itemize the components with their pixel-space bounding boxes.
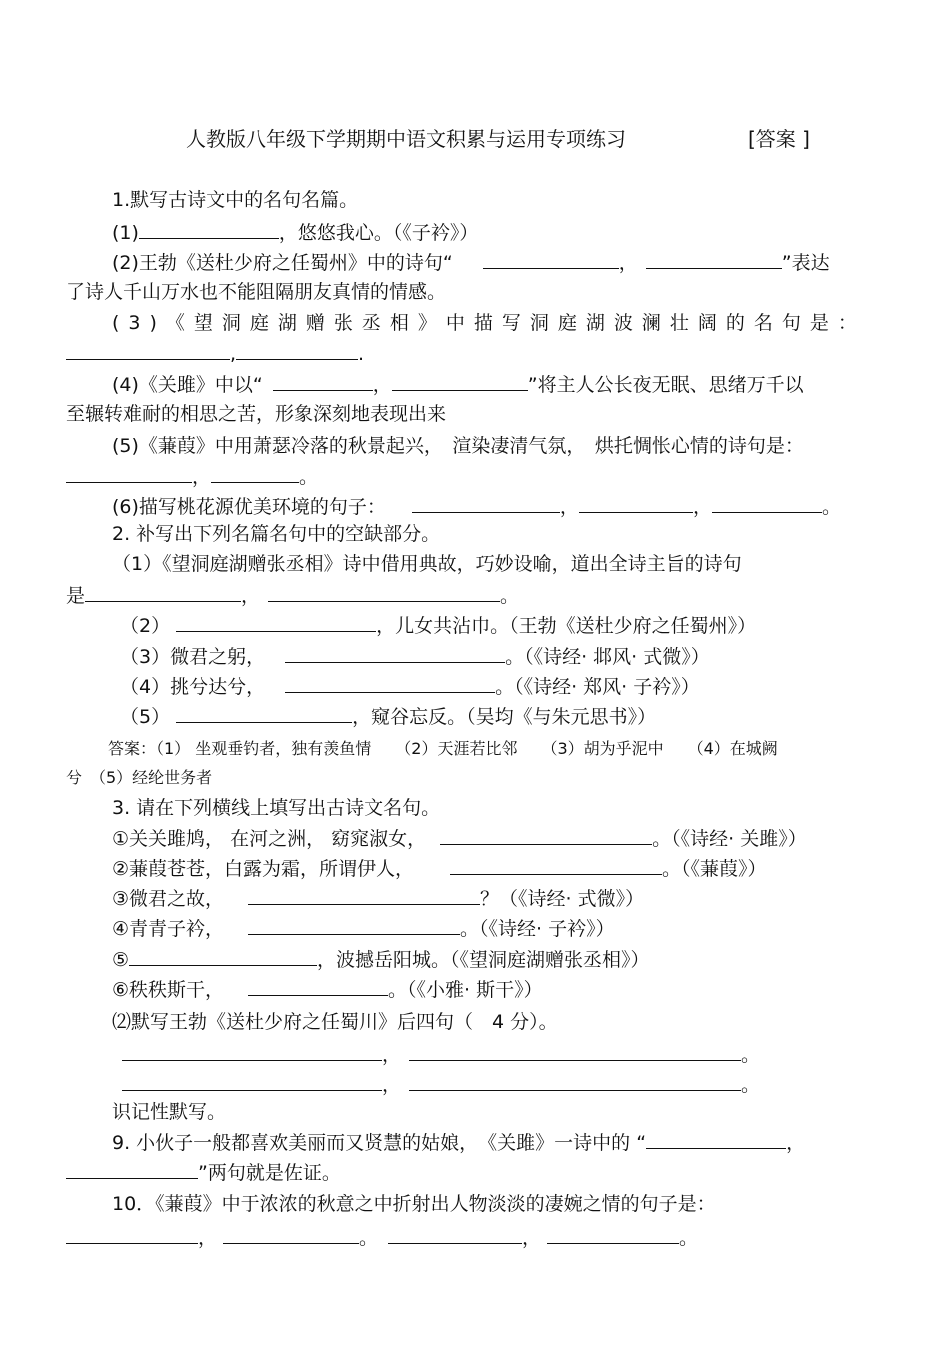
q10: 10．《蒹葭》中于浓浓的秋意之中折射出人物淡淡的凄婉之情的句子是： [112,1193,716,1215]
s2-q2 [120,613,756,638]
punct: ， [618,252,638,274]
question-text: (2)王勃《送杜少府之任蜀州》中的诗句“ [112,252,453,274]
answer-blank[interactable] [66,341,230,360]
punct: ， [241,585,261,607]
answer-blank[interactable] [248,916,460,935]
answer-blank[interactable] [66,1225,198,1244]
s1-q1 [112,220,478,245]
answer-blank[interactable] [273,372,373,391]
punct: 。 [821,496,841,518]
question-text: ，悠悠我心。（《子衿》） [278,222,479,244]
punct: ， [198,1227,218,1249]
answer-blank[interactable] [122,1072,382,1091]
answer-blank[interactable] [547,1225,679,1244]
s3-q7: ⑵默写王勃《送杜少府之任蜀川》后四句（ 4 分）。 [112,1011,558,1033]
s1-q3 [112,311,872,335]
s1-q5-blanks [66,464,318,489]
s1-q4-line2: 至辗转难耐的相思之苦，形象深刻地表现出来 [66,403,447,425]
answer-blank[interactable] [85,583,241,602]
punct: ， [382,1044,402,1066]
q9-line2 [66,1160,341,1185]
q10-blanks [66,1225,698,1250]
answer-blank[interactable] [129,947,317,966]
question-text: (6)描写桃花源优美环境的句子： [112,496,386,518]
answer-blank[interactable] [388,1225,522,1244]
question-text: ，波撼岳阳城。（《望洞庭湖赠张丞相》） [317,949,650,971]
s1-q4 [112,372,804,397]
question-text: ”两句就是佐证。 [198,1162,341,1184]
s2-q4 [120,674,700,699]
s3-item-5 [112,947,650,972]
memory-note: 识记性默写。 [112,1101,227,1123]
q-number: (1) [112,222,139,244]
question-text: 。（《诗经· 邶风· 式微》） [505,646,710,668]
s2-answer-line1: 答案：（1） 坐观垂钓者，独有羡鱼情 （2）天涯若比邻 （3）胡为乎泥中 （4）在城阙 [108,739,778,758]
answer-blank[interactable] [248,886,480,905]
punct: 。 [500,585,520,607]
answer-blank[interactable] [483,250,619,269]
question-text: ”将主人公长夜无眠、思绪万千以 [527,374,804,396]
s2-q1: （1）《望洞庭湖赠张丞相》诗中借用典故，巧妙设喻，道出全诗主旨的诗句 [112,553,742,575]
s1-q6 [112,494,841,519]
section-2-heading: 2. 补写出下列名篇名句中的空缺部分。 [112,523,441,545]
q-number: （5） [120,706,171,728]
question-text: ，窥谷忘反。（吴均《与朱元思书》） [352,706,657,728]
answer-blank[interactable] [409,1072,741,1091]
answer-blank[interactable] [646,1130,786,1149]
answer-blank[interactable] [176,704,352,723]
punct: ， [692,496,712,518]
question-text: ①关关雎鸠， 在河之洲， 窈窕淑女， [112,828,427,850]
question-text: 9. 小伙子一般都喜欢美丽而又贤慧的姑娘， 《关雎》一诗中的 “ [112,1132,647,1154]
answer-blank[interactable] [223,1225,359,1244]
punct: , [230,343,237,365]
punct: 。 [359,1227,379,1249]
answer-blank[interactable] [409,1042,741,1061]
answer-blank[interactable] [646,250,782,269]
question-text: ？（《诗经· 式微》） [480,888,645,910]
answer-blank[interactable] [122,1042,382,1061]
answer-blank[interactable] [236,341,358,360]
s3-item-1 [112,826,807,851]
s1-q2 [112,250,830,275]
question-text: ④青青子衿， [112,918,225,940]
answer-blank[interactable] [139,220,279,239]
answer-blank[interactable] [285,674,495,693]
s3-item-2 [112,856,767,881]
s3-q7-row-1 [122,1042,760,1067]
s3-item-4 [112,916,615,941]
question-text: ③微君之故， [112,888,225,910]
answer-blank[interactable] [579,494,693,513]
answer-blank[interactable] [66,464,192,483]
punct: ， [382,1074,402,1096]
question-text: ②蒹葭苍苍，白露为霜，所谓伊人， [112,858,415,880]
answer-blank[interactable] [268,583,500,602]
s2-q1-blanks [66,583,519,608]
q9 [112,1130,805,1155]
s2-q5 [120,704,656,729]
s3-item-6 [112,977,543,1002]
page-title [186,127,626,151]
punct: ， [522,1227,542,1249]
title-text: 人教版八年级下学期期中语文积累与运用专项练习 [186,127,626,151]
punct: ， [786,1132,806,1154]
s2-answer-line2: 兮 （5）经纶世务者 [66,768,213,787]
s1-q2-line2: 了诗人千山万水也不能阻隔朋友真情的情感。 [66,281,447,303]
punct: 。 [741,1074,761,1096]
punct: ， [372,374,392,396]
question-text: ⑤ [112,949,130,971]
punct: 。 [679,1227,699,1249]
question-text: ⑥秩秩斯干， [112,979,225,1001]
answer-blank[interactable] [712,494,822,513]
s3-q7-row-2 [122,1072,760,1097]
question-text: （3）微君之躬， [120,646,266,668]
answer-tag: [答案 ] [748,127,810,151]
question-text: 。（《诗经· 郑风· 子衿》） [495,676,700,698]
s3-item-3 [112,886,644,911]
answer-blank[interactable] [248,977,388,996]
answer-blank[interactable] [176,613,376,632]
answer-blank[interactable] [440,826,652,845]
question-text: 是 [66,585,86,607]
answer-blank[interactable] [66,1160,198,1179]
answer-blank[interactable] [412,494,560,513]
s2-q3 [120,644,710,669]
question-text: （4）挑兮达兮， [120,676,266,698]
answer-blank[interactable] [211,464,299,483]
s1-q3-blanks [66,341,364,366]
section-1-heading: 1.默写古诗文中的名句名篇。 [112,189,359,211]
punct: 。 [741,1044,761,1066]
question-text: 。（《诗经· 关雎》） [652,828,807,850]
question-text: ，儿女共沾巾。（王勃《送杜少府之任蜀州》） [376,615,757,637]
punct: . [358,343,365,365]
answer-blank[interactable] [450,856,662,875]
s1-q5: (5)《蒹葭》中用萧瑟冷落的秋景起兴， 渲染凄清气氛， 烘托惆怅心情的诗句是： [112,435,804,457]
punct: ， [192,466,212,488]
answer-blank[interactable] [285,644,505,663]
question-text: (4)《关雎》中以“ [112,374,263,396]
answer-blank[interactable] [392,372,528,391]
question-text: 。（《蒹葭》） [662,858,767,880]
section-3-heading: 3. 请在下列横线上填写出古诗文名句。 [112,797,441,819]
punct: 。 [299,466,319,488]
q-number: （2） [120,615,171,637]
question-text: ”表达 [781,252,830,274]
question-text: 。（《诗经· 子衿》） [460,918,615,940]
question-text: (3)《望洞庭湖赠张丞相》中描写洞庭湖波澜壮阔的名句是： [112,312,866,334]
punct: ， [559,496,579,518]
question-text: 。（《小雅· 斯干》） [388,979,543,1001]
